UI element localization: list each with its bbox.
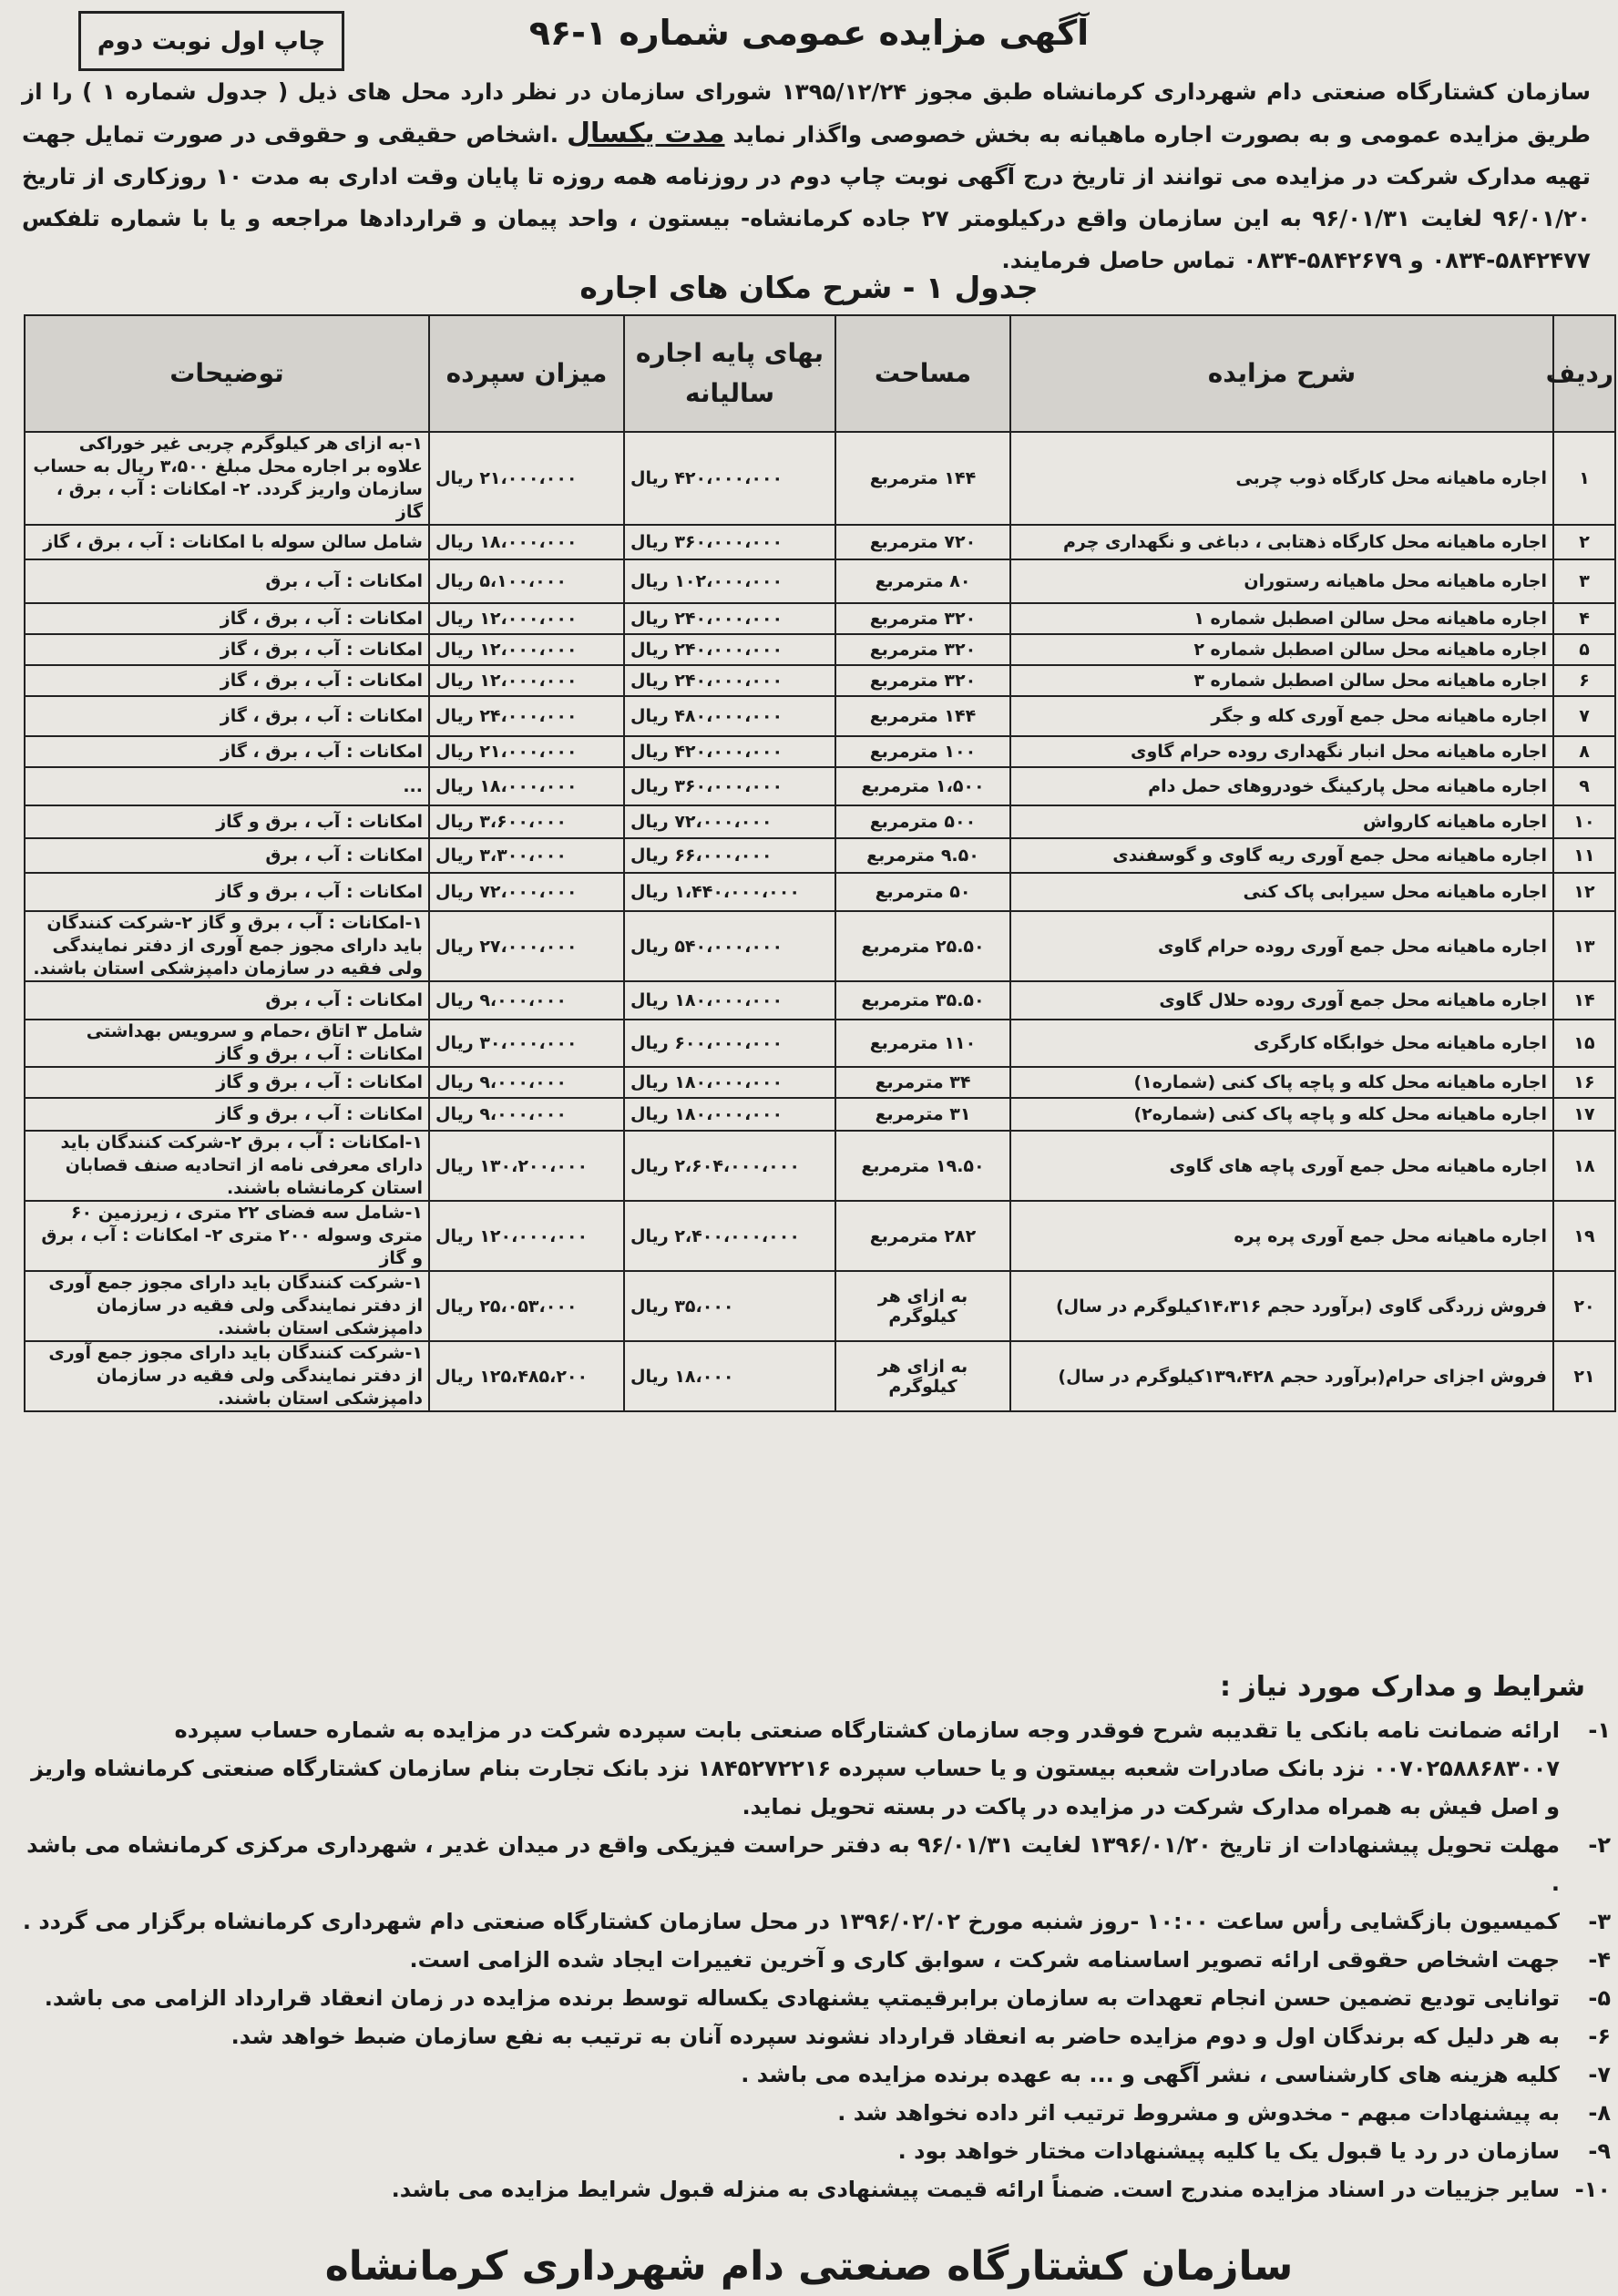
row-description-cell: اجاره ماهیانه محل کله و پاچه پاک کنی (شماره۲)	[1010, 1098, 1553, 1131]
row-rent-cell: ۴۸۰،۰۰۰،۰۰۰ ریال	[624, 696, 835, 736]
header-description: شرح مزایده	[1010, 315, 1553, 432]
row-number-cell: ۸	[1553, 736, 1615, 767]
row-description-cell: اجاره ماهیانه محل ماهیانه رستوران	[1010, 559, 1553, 603]
row-description-cell: اجاره ماهیانه محل جمع آوری روده حلال گاوی	[1010, 981, 1553, 1020]
row-area-cell: ۳۲۰ مترمربع	[835, 634, 1010, 665]
row-rent-cell: ۴۲۰،۰۰۰،۰۰۰ ریال	[624, 432, 835, 525]
row-notes-cell: امکانات : آب ، برق	[25, 981, 429, 1020]
row-area-cell: ۱۴۴ مترمربع	[835, 432, 1010, 525]
row-rent-cell: ۱،۴۴۰،۰۰۰،۰۰۰ ریال	[624, 873, 835, 911]
condition-item	[20, 2170, 1611, 2209]
row-rent-cell: ۲۴۰،۰۰۰،۰۰۰ ریال	[624, 603, 835, 634]
conditions-title: شرایط و مدارک مورد نیاز :	[1220, 1671, 1585, 1703]
row-number-cell: ۴	[1553, 603, 1615, 634]
condition-number: ۱۰-	[1574, 2177, 1611, 2202]
row-number-cell: ۱۹	[1553, 1201, 1615, 1271]
row-notes-cell: ۱-شرکت کنندگان باید دارای مجوز جمع آوری از دفتر نمایندگی ولی فقیه در سازمان دامپزشکی استان باشند.	[25, 1271, 429, 1341]
condition-text: به هر دلیل که برندگان اول و دوم مزایده حاضر به انعقاد قرارداد نشوند سپرده آنان به ترتیب به نفع سازمان ضبط خواهد شد.	[230, 2024, 1560, 2049]
condition-number: ۷-	[1588, 2062, 1611, 2087]
condition-number: ۳-	[1588, 1909, 1611, 1934]
row-deposit-cell: ۱۲۵،۴۸۵،۲۰۰ ریال	[429, 1341, 624, 1411]
row-notes-cell: ۱-شرکت کنندگان باید دارای مجوز جمع آوری از دفتر نمایندگی ولی فقیه در سازمان دامپزشکی استان باشند.	[25, 1341, 429, 1411]
row-number-cell: ۱	[1553, 432, 1615, 525]
condition-number: ۵-	[1588, 1985, 1611, 2011]
row-area-cell: ۱،۵۰۰ مترمربع	[835, 767, 1010, 805]
row-notes-cell: امکانات : آب ، برق ، گاز	[25, 665, 429, 696]
row-area-cell: ۱۹.۵۰ مترمربع	[835, 1131, 1010, 1201]
header-area: مساحت	[835, 315, 1010, 432]
condition-item	[20, 2017, 1611, 2055]
row-area-cell: ۹.۵۰ مترمربع	[835, 838, 1010, 873]
row-deposit-cell: ۱۲،۰۰۰،۰۰۰ ریال	[429, 603, 624, 634]
row-deposit-cell: ۲۵،۰۵۳،۰۰۰ ریال	[429, 1271, 624, 1341]
row-notes-cell: امکانات : آب ، برق ، گاز	[25, 696, 429, 736]
footer-organization: سازمان کشتارگاه صنعتی دام شهرداری کرمانشاه	[324, 2243, 1294, 2290]
table-row	[25, 432, 1615, 525]
row-area-cell: ۳۴ مترمربع	[835, 1067, 1010, 1098]
rental-table	[24, 314, 1616, 1412]
condition-number: ۴-	[1588, 1947, 1611, 1973]
row-notes-cell: ...	[25, 767, 429, 805]
row-deposit-cell: ۱۸،۰۰۰،۰۰۰ ریال	[429, 767, 624, 805]
row-area-cell: ۲۸۲ مترمربع	[835, 1201, 1010, 1271]
table-row	[25, 767, 1615, 805]
row-notes-cell: امکانات : آب ، برق	[25, 559, 429, 603]
row-number-cell: ۱۰	[1553, 805, 1615, 838]
row-deposit-cell: ۳،۶۰۰،۰۰۰ ریال	[429, 805, 624, 838]
table-row	[25, 1098, 1615, 1131]
row-area-cell: ۵۰۰ مترمربع	[835, 805, 1010, 838]
row-description-cell: اجاره ماهیانه محل سیرابی پاک کنی	[1010, 873, 1553, 911]
print-edition-box: چاپ اول نوبت دوم	[78, 11, 344, 71]
row-deposit-cell: ۳،۳۰۰،۰۰۰ ریال	[429, 838, 624, 873]
intro-text-2: .اشخاص حقیقی و حقوقی در صورت تمایل جهت تهیه مدارک شرکت در مزایده می توانند از تاریخ درج آگهی نوبت چاپ دوم در روزنامه همه روزه تا پایان وقت اداری به مدت ۱۰ روزکاری از تاریخ ۹۶/۰۱/۲۰ لغایت ۹۶/۰۱/۳۱ به این سازمان واقع درکیلومتر ۲۷ جاده کرمانشاه- بیستون ، واحد پیمان و قراردادها مراجعه و یا با شماره تلفکس ۵۸۴۲۴۷۷-۰۸۳۴ و ۵۸۴۲۶۷۹-۰۸۳۴ تماس حاصل فرمایند.	[22, 121, 1591, 273]
condition-item	[20, 2094, 1611, 2132]
condition-number: ۶-	[1588, 2024, 1611, 2049]
row-number-cell: ۱۸	[1553, 1131, 1615, 1201]
row-deposit-cell: ۵،۱۰۰،۰۰۰ ریال	[429, 559, 624, 603]
row-notes-cell: امکانات : آب ، برق ، گاز	[25, 736, 429, 767]
table-row	[25, 696, 1615, 736]
header-notes: توضیحات	[25, 315, 429, 432]
row-deposit-cell: ۱۲،۰۰۰،۰۰۰ ریال	[429, 634, 624, 665]
row-rent-cell: ۱۸۰،۰۰۰،۰۰۰ ریال	[624, 981, 835, 1020]
row-notes-cell: ۱-شامل سه فضای ۲۲ متری ، زیرزمین ۶۰ متری وسوله ۲۰۰ متری ۲- امکانات : آب ، برق و گاز	[25, 1201, 429, 1271]
row-notes-cell: ۱-به ازای هر کیلوگرم چربی غیر خوراکی علاوه بر اجاره محل مبلغ ۳،۵۰۰ ریال به حساب سازمان واریز گردد. ۲- امکانات : آب ، برق ، گاز	[25, 432, 429, 525]
row-rent-cell: ۳۶۰،۰۰۰،۰۰۰ ریال	[624, 767, 835, 805]
row-deposit-cell: ۷۲،۰۰۰،۰۰۰ ریال	[429, 873, 624, 911]
condition-number: ۲-	[1588, 1832, 1611, 1858]
condition-text: توانایی تودیع تضمین حسن انجام تعهدات به سازمان برابرقیمتپ یشنهادی یکساله توسط برنده مزایده در زمان انعقاد قرارداد الزامی می باشد.	[44, 1985, 1560, 2011]
row-notes-cell: امکانات : آب ، برق و گاز	[25, 873, 429, 911]
row-deposit-cell: ۱۲۰،۰۰۰،۰۰۰ ریال	[429, 1201, 624, 1271]
row-number-cell: ۱۲	[1553, 873, 1615, 911]
row-area-cell: ۲۵.۵۰ مترمربع	[835, 911, 1010, 981]
row-description-cell: فروش اجزای حرام(برآورد حجم ۱۳۹،۴۲۸کیلوگرم در سال)	[1010, 1341, 1553, 1411]
row-area-cell: به ازای هر کیلوگرم	[835, 1341, 1010, 1411]
row-rent-cell: ۲،۶۰۴،۰۰۰،۰۰۰ ریال	[624, 1131, 835, 1201]
row-area-cell: ۳۲۰ مترمربع	[835, 665, 1010, 696]
row-deposit-cell: ۹،۰۰۰،۰۰۰ ریال	[429, 981, 624, 1020]
row-notes-cell: امکانات : آب ، برق و گاز	[25, 1098, 429, 1131]
table-row	[25, 634, 1615, 665]
row-area-cell: ۵۰ مترمربع	[835, 873, 1010, 911]
row-notes-cell: امکانات : آب ، برق	[25, 838, 429, 873]
row-description-cell: اجاره ماهیانه محل سالن اصطبل شماره ۲	[1010, 634, 1553, 665]
row-description-cell: اجاره ماهیانه محل جمع آوری کله و جگر	[1010, 696, 1553, 736]
header-row-number: ردیف	[1553, 315, 1615, 432]
condition-item	[20, 2055, 1611, 2094]
intro-text-1: سازمان کشتارگاه صنعتی دام شهرداری کرمانشاه طبق مجوز ۱۳۹۵/۱۲/۲۴ شورای سازمان در نظر دارد محل های ذیل ( جدول شماره ۱ ) را از طریق مزایده عمومی و به بصورت اجاره ماهیانه به بخش خصوصی واگذار نماید	[22, 78, 1592, 148]
row-number-cell: ۶	[1553, 665, 1615, 696]
condition-item	[20, 1941, 1611, 1979]
row-area-cell: ۷۲۰ مترمربع	[835, 525, 1010, 559]
condition-text: سایر جزییات در اسناد مزایده مندرج است. ضمناً ارائه قیمت پیشنهادی به منزله قبول شرایط مزایده می باشد.	[391, 2177, 1560, 2202]
condition-text: جهت اشخاص حقوقی ارائه تصویر اساسنامه شرکت ، سوابق کاری و آخرین تغییرات ایجاد شده الزامی است.	[409, 1947, 1560, 1973]
intro-underlined: مدت یکسال	[567, 118, 725, 149]
table-body	[25, 432, 1615, 1411]
row-deposit-cell: ۲۴،۰۰۰،۰۰۰ ریال	[429, 696, 624, 736]
row-description-cell: اجاره ماهیانه محل سالن اصطبل شماره ۱	[1010, 603, 1553, 634]
row-area-cell: ۳۱ مترمربع	[835, 1098, 1010, 1131]
row-deposit-cell: ۳۰،۰۰۰،۰۰۰ ریال	[429, 1020, 624, 1067]
table-row	[25, 665, 1615, 696]
row-number-cell: ۳	[1553, 559, 1615, 603]
table-row	[25, 559, 1615, 603]
row-description-cell: اجاره ماهیانه محل جمع آوری پره پره	[1010, 1201, 1553, 1271]
table-row	[25, 1201, 1615, 1271]
row-deposit-cell: ۱۸،۰۰۰،۰۰۰ ریال	[429, 525, 624, 559]
conditions-list	[20, 1711, 1611, 2209]
intro-paragraph	[22, 71, 1591, 282]
row-notes-cell: ۱-امکانات : آب ، برق و گاز ۲-شرکت کنندگان باید دارای مجوز جمع آوری از دفتر نمایندگی ولی فقیه در سازمان دامپزشکی استان باشند.	[25, 911, 429, 981]
row-deposit-cell: ۱۳۰،۲۰۰،۰۰۰ ریال	[429, 1131, 624, 1201]
row-number-cell: ۷	[1553, 696, 1615, 736]
row-number-cell: ۲	[1553, 525, 1615, 559]
row-area-cell: ۱۴۴ مترمربع	[835, 696, 1010, 736]
condition-text: ارائه ضمانت نامه بانکی یا تقدیبه شرح فوقدر وجه سازمان کشتارگاه صنعتی بابت سپرده شرکت در مزایده به شماره حساب سپرده ۰۰۷۰۲۵۸۸۶۸۳۰۰۷ نزد بانک صادرات شعبه بیستون و یا حساب سپرده ۱۸۴۵۲۷۲۲۱۶ نزد بانک تجارت بنام سازمان کشتارگاه صنعتی کرمانشاه واریز و اصل فیش به همراه مدارک شرکت در مزایده در پاکت در بسته تحویل نماید.	[31, 1717, 1560, 1819]
row-deposit-cell: ۲۷،۰۰۰،۰۰۰ ریال	[429, 911, 624, 981]
row-description-cell: اجاره ماهیانه محل کارگاه ذوب چربی	[1010, 432, 1553, 525]
row-description-cell: اجاره ماهیانه محل کارگاه ذهتابی ، دباغی و نگهداری چرم	[1010, 525, 1553, 559]
table-row	[25, 1271, 1615, 1341]
condition-text: کلیه هزینه های کارشناسی ، نشر آگهی و ... به عهده برنده مزایده می باشد .	[741, 2062, 1560, 2087]
condition-number: ۸-	[1588, 2100, 1611, 2126]
row-area-cell: به ازای هر کیلوگرم	[835, 1271, 1010, 1341]
row-rent-cell: ۱۸،۰۰۰ ریال	[624, 1341, 835, 1411]
row-number-cell: ۱۴	[1553, 981, 1615, 1020]
row-area-cell: ۱۱۰ مترمربع	[835, 1020, 1010, 1067]
row-rent-cell: ۱۰۲،۰۰۰،۰۰۰ ریال	[624, 559, 835, 603]
row-deposit-cell: ۲۱،۰۰۰،۰۰۰ ریال	[429, 736, 624, 767]
table-row	[25, 873, 1615, 911]
row-area-cell: ۳۲۰ مترمربع	[835, 603, 1010, 634]
header-base-rent: بهای پایه اجاره سالیانه	[624, 315, 835, 432]
row-description-cell: اجاره ماهیانه محل پارکینگ خودروهای حمل دام	[1010, 767, 1553, 805]
row-description-cell: فروش زردگی گاوی (برآورد حجم ۱۴،۳۱۶کیلوگرم در سال)	[1010, 1271, 1553, 1341]
row-deposit-cell: ۹،۰۰۰،۰۰۰ ریال	[429, 1067, 624, 1098]
row-rent-cell: ۱۸۰،۰۰۰،۰۰۰ ریال	[624, 1098, 835, 1131]
row-notes-cell: شامل ۳ اتاق ،حمام و سرویس بهداشتی امکانات : آب ، برق و گاز	[25, 1020, 429, 1067]
row-number-cell: ۱۶	[1553, 1067, 1615, 1098]
row-area-cell: ۳۵.۵۰ مترمربع	[835, 981, 1010, 1020]
condition-item	[20, 1902, 1611, 1941]
row-description-cell: اجاره ماهیانه محل جمع آوری پاچه های گاوی	[1010, 1131, 1553, 1201]
condition-item	[20, 1979, 1611, 2017]
row-deposit-cell: ۱۲،۰۰۰،۰۰۰ ریال	[429, 665, 624, 696]
row-notes-cell: شامل سالن سوله با امکانات : آب ، برق ، گاز	[25, 525, 429, 559]
row-rent-cell: ۳۶۰،۰۰۰،۰۰۰ ریال	[624, 525, 835, 559]
table-row	[25, 911, 1615, 981]
row-description-cell: اجاره ماهیانه محل خوابگاه کارگری	[1010, 1020, 1553, 1067]
row-rent-cell: ۲۴۰،۰۰۰،۰۰۰ ریال	[624, 665, 835, 696]
row-number-cell: ۱۷	[1553, 1098, 1615, 1131]
row-notes-cell: امکانات : آب ، برق و گاز	[25, 1067, 429, 1098]
row-notes-cell: امکانات : آب ، برق و گاز	[25, 805, 429, 838]
row-rent-cell: ۶۶،۰۰۰،۰۰۰ ریال	[624, 838, 835, 873]
row-notes-cell: امکانات : آب ، برق ، گاز	[25, 634, 429, 665]
row-description-cell: اجاره ماهیانه محل سالن اصطبل شماره ۳	[1010, 665, 1553, 696]
condition-text: به پیشنهادات مبهم - مخدوش و مشروط ترتیب اثر داده نخواهد شد .	[837, 2100, 1560, 2126]
table-row	[25, 603, 1615, 634]
row-area-cell: ۸۰ مترمربع	[835, 559, 1010, 603]
row-description-cell: اجاره ماهیانه محل انبار نگهداری روده حرام گاوی	[1010, 736, 1553, 767]
condition-item	[20, 2132, 1611, 2170]
table-row	[25, 525, 1615, 559]
row-rent-cell: ۳۵،۰۰۰ ریال	[624, 1271, 835, 1341]
row-notes-cell: ۱-امکانات : آب ، برق ۲-شرکت کنندگان باید دارای معرفی نامه از اتحادیه صنف قصابان استان کرمانشاه باشند.	[25, 1131, 429, 1201]
row-description-cell: اجاره ماهیانه کارواش	[1010, 805, 1553, 838]
condition-number: ۹-	[1588, 2138, 1611, 2164]
row-rent-cell: ۲،۴۰۰،۰۰۰،۰۰۰ ریال	[624, 1201, 835, 1271]
header-deposit: میزان سپرده	[429, 315, 624, 432]
row-number-cell: ۲۰	[1553, 1271, 1615, 1341]
row-deposit-cell: ۹،۰۰۰،۰۰۰ ریال	[429, 1098, 624, 1131]
row-number-cell: ۹	[1553, 767, 1615, 805]
row-rent-cell: ۵۴۰،۰۰۰،۰۰۰ ریال	[624, 911, 835, 981]
condition-item	[20, 1711, 1611, 1826]
row-rent-cell: ۴۲۰،۰۰۰،۰۰۰ ریال	[624, 736, 835, 767]
row-rent-cell: ۱۸۰،۰۰۰،۰۰۰ ریال	[624, 1067, 835, 1098]
row-description-cell: اجاره ماهیانه محل جمع آوری روده حرام گاوی	[1010, 911, 1553, 981]
table-row	[25, 1020, 1615, 1067]
condition-text: سازمان در رد یا قبول یک یا کلیه پیشنهادات مختار خواهد بود .	[897, 2138, 1560, 2164]
row-notes-cell: امکانات : آب ، برق ، گاز	[25, 603, 429, 634]
table-row	[25, 1067, 1615, 1098]
row-description-cell: اجاره ماهیانه محل جمع آوری ریه گاوی و گوسفندی	[1010, 838, 1553, 873]
table-row	[25, 1341, 1615, 1411]
row-number-cell: ۲۱	[1553, 1341, 1615, 1411]
row-number-cell: ۱۵	[1553, 1020, 1615, 1067]
row-area-cell: ۱۰۰ مترمربع	[835, 736, 1010, 767]
row-number-cell: ۵	[1553, 634, 1615, 665]
row-description-cell: اجاره ماهیانه محل کله و پاچه پاک کنی (شماره۱)	[1010, 1067, 1553, 1098]
table-row	[25, 736, 1615, 767]
table-row	[25, 838, 1615, 873]
table-row	[25, 981, 1615, 1020]
page-title: آگهی مزایده عمومی شماره ۱-۹۶	[528, 13, 1090, 53]
row-rent-cell: ۷۲،۰۰۰،۰۰۰ ریال	[624, 805, 835, 838]
table-header-row	[25, 315, 1615, 432]
condition-item	[20, 1826, 1611, 1902]
row-deposit-cell: ۲۱،۰۰۰،۰۰۰ ریال	[429, 432, 624, 525]
row-rent-cell: ۶۰۰،۰۰۰،۰۰۰ ریال	[624, 1020, 835, 1067]
condition-text: مهلت تحویل پیشنهادات از تاریخ ۱۳۹۶/۰۱/۲۰ لغایت ۹۶/۰۱/۳۱ به دفتر حراست فیزیکی واقع در میدان غدیر ، شهرداری مرکزی کرمانشاه می باشد .	[26, 1832, 1560, 1896]
row-rent-cell: ۲۴۰،۰۰۰،۰۰۰ ریال	[624, 634, 835, 665]
table-row	[25, 805, 1615, 838]
row-number-cell: ۱۱	[1553, 838, 1615, 873]
table-row	[25, 1131, 1615, 1201]
condition-text: کمیسیون بازگشایی رأس ساعت ۱۰:۰۰ -روز شنبه مورخ ۱۳۹۶/۰۲/۰۲ در محل سازمان کشتارگاه صنعتی دام شهرداری کرمانشاه برگزار می گردد .	[22, 1909, 1560, 1934]
condition-number: ۱-	[1588, 1717, 1611, 1743]
row-number-cell: ۱۳	[1553, 911, 1615, 981]
table-title: جدول ۱ - شرح مکان های اجاره	[579, 270, 1039, 305]
